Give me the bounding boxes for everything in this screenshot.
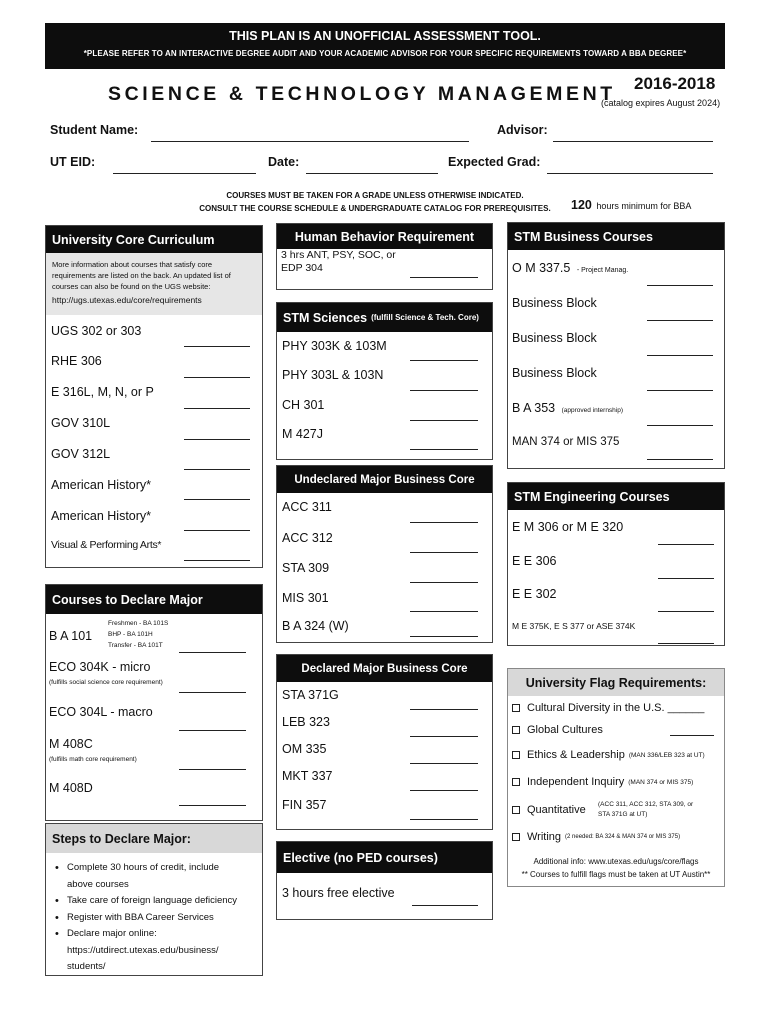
date-field[interactable] xyxy=(306,173,438,174)
declared-header: Declared Major Business Core xyxy=(277,655,492,682)
undeclared-item: ACC 311 xyxy=(282,500,332,514)
steps-header: Steps to Declare Major: xyxy=(46,824,262,853)
core-header: University Core Curriculum xyxy=(46,226,262,253)
elective-box xyxy=(276,841,493,920)
engineering-item: E E 302 xyxy=(512,587,557,601)
catalog-years: 2016-2018 xyxy=(634,74,716,93)
declared-item: OM 335 xyxy=(282,742,327,756)
undeclared-item: MIS 301 xyxy=(282,591,329,605)
hours-number: 120 xyxy=(571,198,592,212)
step-item: • Register with BBA Career Services xyxy=(54,910,237,927)
eco304k-label: ECO 304K - micro xyxy=(49,660,151,674)
checkbox-icon[interactable] xyxy=(512,778,520,786)
page-title: SCIENCE & TECHNOLOGY MANAGEMENT xyxy=(108,83,616,105)
flags-header: University Flag Requirements: xyxy=(508,669,724,696)
core-item: UGS 302 or 303 xyxy=(51,324,142,338)
elective-header: Elective (no PED courses) xyxy=(277,842,492,873)
ba101-note: BHP - BA 101H xyxy=(108,631,153,638)
flag-quant-note xyxy=(598,800,693,820)
ba353-note: (approved internship) xyxy=(561,407,624,414)
flags-info1: Additional info: www.utexas.edu/ugs/core/flags xyxy=(533,857,699,866)
science-blank[interactable] xyxy=(410,390,478,391)
core-info-text: More information about courses that satisfy core requirements are listed on the back. An updated list of courses can also be found on the UGS website: xyxy=(52,260,231,291)
undeclared-core-box xyxy=(276,465,493,643)
core-curriculum-box xyxy=(45,225,263,568)
business-header: STM Business Courses xyxy=(508,223,724,250)
step-item: • Declare major online: xyxy=(54,926,237,943)
human-line2: EDP 304 xyxy=(281,262,323,274)
engineering-blank[interactable] xyxy=(658,643,714,644)
engineering-blank[interactable] xyxy=(658,578,714,579)
eco304l-label: ECO 304L - macro xyxy=(49,705,153,719)
engineering-blank[interactable] xyxy=(658,611,714,612)
declared-item: STA 371G xyxy=(282,688,339,702)
steps-list xyxy=(54,860,237,976)
flag-quant-note1: (ACC 311, ACC 312, STA 309, or xyxy=(598,801,694,808)
expected-grad-field[interactable] xyxy=(547,173,713,174)
m408d-blank[interactable] xyxy=(179,805,246,806)
flag-quant-note2: STA 371G at UT) xyxy=(598,811,648,818)
m408c-blank[interactable] xyxy=(179,769,246,770)
business-blank[interactable] xyxy=(647,320,713,321)
step-item: • Complete 30 hours of credit, include xyxy=(54,860,237,877)
business-blank[interactable] xyxy=(647,355,713,356)
undeclared-blank[interactable] xyxy=(410,552,478,553)
student-name-field[interactable] xyxy=(151,141,469,142)
ut-eid-label: UT EID: xyxy=(50,155,96,169)
declared-item: FIN 357 xyxy=(282,798,327,812)
checkbox-icon[interactable] xyxy=(512,833,520,841)
flag-ethics-note: (MAN 336/LEB 323 at UT) xyxy=(628,751,705,759)
declare-major-box xyxy=(45,584,263,821)
business-block: Business Block xyxy=(512,296,597,310)
core-blank[interactable] xyxy=(184,346,250,347)
flag-ethics[interactable] xyxy=(512,749,705,761)
core-blank[interactable] xyxy=(184,408,250,409)
science-item: PHY 303K & 103M xyxy=(282,339,387,353)
undeclared-blank[interactable] xyxy=(410,582,478,583)
core-item: RHE 306 xyxy=(51,354,102,368)
business-blank[interactable] xyxy=(647,285,713,286)
declare-url[interactable]: https://utdirect.utexas.edu/business/ xyxy=(67,944,219,956)
core-item: E 316L, M, N, or P xyxy=(51,385,154,399)
core-item: American History* xyxy=(51,509,152,523)
banner-line1: THIS PLAN IS AN UNOFFICIAL ASSESSMENT TOOL. xyxy=(229,29,541,43)
engineering-item: E M 306 or M E 320 xyxy=(512,520,624,534)
business-block: Business Block xyxy=(512,331,597,345)
science-item: PHY 303L & 103N xyxy=(282,368,384,382)
human-behavior-box xyxy=(276,223,493,290)
core-item: Visual & Performing Arts* xyxy=(51,539,162,551)
eco304k-blank[interactable] xyxy=(179,692,246,693)
core-info xyxy=(46,253,262,315)
business-man: MAN 374 or MIS 375 xyxy=(512,436,620,448)
date-label: Date: xyxy=(268,155,300,169)
flag-independent-note: (MAN 374 or MIS 375) xyxy=(628,778,694,786)
engineering-item: E E 306 xyxy=(512,554,557,568)
core-blank[interactable] xyxy=(184,530,250,531)
elective-item: 3 hours free elective xyxy=(282,886,395,900)
core-blank[interactable] xyxy=(184,439,250,440)
flag-writing[interactable] xyxy=(512,831,680,843)
core-item: GOV 312L xyxy=(51,447,111,461)
business-blank[interactable] xyxy=(647,459,713,460)
checkbox-icon[interactable] xyxy=(512,806,520,814)
notice-line2: CONSULT THE COURSE SCHEDULE & UNDERGRADUATE CATALOG FOR PREREQUISITES. xyxy=(199,204,551,213)
flag-global-blank[interactable] xyxy=(670,735,714,736)
hours-text: hours minimum for BBA xyxy=(596,201,692,211)
flag-ethics-label: Ethics & Leadership xyxy=(527,749,625,761)
science-item: M 427J xyxy=(282,427,323,441)
core-url[interactable]: http://ugs.utexas.edu/core/requirements xyxy=(52,295,202,305)
sciences-header xyxy=(277,303,492,332)
flag-global[interactable] xyxy=(512,724,603,736)
checkbox-icon[interactable] xyxy=(512,726,520,734)
engineering-item: M E 375K, E S 377 or ASE 374K xyxy=(512,621,636,631)
elective-blank[interactable] xyxy=(412,905,478,906)
flag-cultural[interactable] xyxy=(512,702,704,714)
science-blank[interactable] xyxy=(410,360,478,361)
ba101-note: Transfer - BA 101T xyxy=(108,642,163,649)
ba101-label: B A 101 xyxy=(49,629,93,643)
declared-blank[interactable] xyxy=(410,709,478,710)
business-blank[interactable] xyxy=(647,425,713,426)
core-blank[interactable] xyxy=(184,377,250,378)
human-blank[interactable] xyxy=(410,277,478,278)
ba101-note: Freshmen - BA 101S xyxy=(108,620,169,627)
declared-core-box xyxy=(276,654,493,830)
step-item-cont: above courses xyxy=(67,878,129,890)
sciences-title: STM Sciences xyxy=(283,310,368,325)
stm-sciences-box xyxy=(276,302,493,460)
flag-global-label: Global Cultures xyxy=(527,724,603,736)
core-blank[interactable] xyxy=(184,499,250,500)
science-blank[interactable] xyxy=(410,449,478,450)
undeclared-item: ACC 312 xyxy=(282,531,333,545)
core-blank[interactable] xyxy=(184,469,250,470)
flags-box xyxy=(507,668,725,887)
flag-quant[interactable] xyxy=(512,804,586,816)
science-blank[interactable] xyxy=(410,420,478,421)
declared-blank[interactable] xyxy=(410,819,478,820)
checkbox-icon[interactable] xyxy=(512,751,520,759)
disclaimer-banner xyxy=(45,23,725,69)
declared-item: LEB 323 xyxy=(282,715,330,729)
advisor-label: Advisor: xyxy=(497,123,548,137)
flag-independent-label: Independent Inquiry xyxy=(527,776,625,788)
notice-line1: COURSES MUST BE TAKEN FOR A GRADE UNLESS OTHERWISE INDICATED. xyxy=(226,191,524,200)
undeclared-item: STA 309 xyxy=(282,561,330,575)
checkbox-icon[interactable] xyxy=(512,704,520,712)
business-om xyxy=(512,261,628,275)
core-item: American History* xyxy=(51,478,152,492)
flag-writing-label: Writing xyxy=(527,831,562,843)
ut-eid-field[interactable] xyxy=(113,173,256,174)
business-blank[interactable] xyxy=(647,390,713,391)
sciences-note: (fulfill Science & Tech. Core) xyxy=(371,313,479,322)
hours-minimum xyxy=(571,196,691,214)
human-header: Human Behavior Requirement xyxy=(277,224,492,249)
engineering-header: STM Engineering Courses xyxy=(508,483,724,510)
om-note: - Project Manag. xyxy=(576,267,629,274)
flag-independent[interactable] xyxy=(512,776,693,788)
flag-quant-label: Quantitative xyxy=(527,804,586,816)
flags-info2: ** Courses to fulfill flags must be taken at UT Austin** xyxy=(521,870,711,879)
declared-item: MKT 337 xyxy=(282,769,333,783)
science-item: CH 301 xyxy=(282,398,325,412)
declare-header: Courses to Declare Major xyxy=(46,585,262,614)
core-blank[interactable] xyxy=(184,560,250,561)
m408c-note: (fulfills math core requirement) xyxy=(49,756,137,763)
eco304k-note: (fulfills social science core requirement) xyxy=(49,679,163,686)
advisor-field[interactable] xyxy=(553,141,713,142)
business-block: Business Block xyxy=(512,366,597,380)
step-item: • Take care of foreign language deficiency xyxy=(54,893,237,910)
m408c-label: M 408C xyxy=(49,737,93,751)
undeclared-blank[interactable] xyxy=(410,611,478,612)
banner-line2: *PLEASE REFER TO AN INTERACTIVE DEGREE AUDIT AND YOUR ACADEMIC ADVISOR FOR YOUR SPECIFIC REQUIREMENTS TOWARD A BBA DEGREE* xyxy=(83,49,687,58)
student-name-label: Student Name: xyxy=(50,123,139,137)
stm-engineering-box xyxy=(507,482,725,646)
catalog-expiry: (catalog expires August 2024) xyxy=(601,98,721,108)
core-item: GOV 310L xyxy=(51,416,111,430)
declared-blank[interactable] xyxy=(410,763,478,764)
undeclared-blank[interactable] xyxy=(410,522,478,523)
ba353-label: B A 353 xyxy=(512,401,556,415)
stm-business-box xyxy=(507,222,725,469)
engineering-blank[interactable] xyxy=(658,544,714,545)
undeclared-header: Undeclared Major Business Core xyxy=(277,466,492,493)
undeclared-blank[interactable] xyxy=(410,636,478,637)
om-label: O M 337.5 xyxy=(512,261,571,275)
human-line1: 3 hrs ANT, PSY, SOC, or xyxy=(281,249,396,261)
steps-box xyxy=(45,823,263,976)
ba101-blank[interactable] xyxy=(179,652,246,653)
flag-cultural-label: Cultural Diversity in the U.S. ______ xyxy=(527,702,705,714)
undeclared-item: B A 324 (W) xyxy=(282,619,349,633)
flag-writing-note: (2 needed: BA 324 & MAN 374 or MIS 375) xyxy=(565,834,681,840)
declared-blank[interactable] xyxy=(410,790,478,791)
expected-grad-label: Expected Grad: xyxy=(448,155,541,169)
m408d-label: M 408D xyxy=(49,781,93,795)
human-text xyxy=(281,249,396,275)
declare-url-cont[interactable]: students/ xyxy=(67,961,106,972)
business-ba353 xyxy=(512,401,623,415)
eco304l-blank[interactable] xyxy=(179,730,246,731)
declared-blank[interactable] xyxy=(410,736,478,737)
